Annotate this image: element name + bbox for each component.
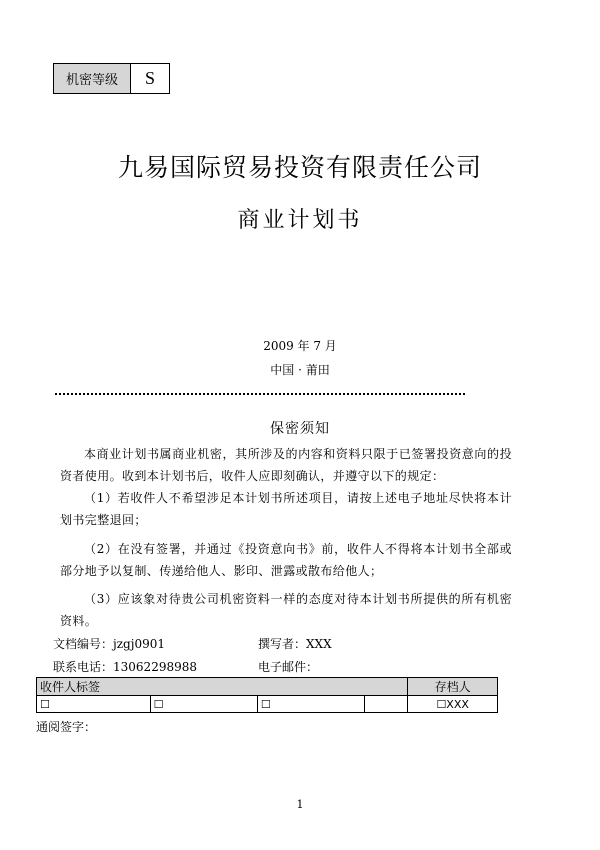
confidentiality-level-value: S bbox=[144, 68, 155, 88]
checkbox-icon[interactable]: ☐ bbox=[260, 698, 271, 711]
notice-item-2: （2）在没有签署，并通过《投资意向书》前，收件人不得将本计划书全部或部分地予以复制、传递给他人、影印、泄露或散布给他人； bbox=[60, 542, 512, 578]
phone-field bbox=[53, 658, 197, 675]
notice-heading: 保密须知 bbox=[270, 421, 330, 437]
author-label: 撰写者： bbox=[258, 637, 307, 651]
circulation-signature-label: 通阅签字： bbox=[36, 720, 97, 734]
email-label: 电子邮件： bbox=[258, 660, 319, 674]
checkbox-icon[interactable]: ☐ bbox=[153, 698, 164, 711]
recipient-table-row bbox=[37, 696, 498, 713]
recipient-cell-2[interactable] bbox=[150, 696, 257, 713]
notice-intro-paragraph: 本商业计划书属商业机密，其所涉及的内容和资料只限于已签署投资意向的投资者使用。收到本计划书后，收件人应即刻确认，并遵守以下的规定： bbox=[60, 447, 512, 483]
page-number: 1 bbox=[296, 798, 304, 811]
dotted-divider bbox=[55, 393, 465, 395]
recipient-table-header-row bbox=[37, 678, 498, 696]
recipient-cell-empty bbox=[365, 696, 408, 713]
archive-header: 存档人 bbox=[408, 678, 498, 696]
issue-place: 中国 · 莆田 bbox=[270, 363, 330, 377]
email-field bbox=[258, 658, 318, 675]
confidentiality-level-box bbox=[53, 63, 170, 94]
recipient-label-header: 收件人标签 bbox=[37, 678, 408, 696]
phone-value: 13062298988 bbox=[113, 660, 197, 674]
doc-number-label: 文档编号： bbox=[53, 637, 114, 651]
archive-checkbox[interactable]: ☐XXX bbox=[436, 698, 469, 711]
phone-label: 联系电话： bbox=[53, 660, 114, 674]
confidentiality-level-label: 机密等级 bbox=[54, 64, 131, 93]
checkbox-icon[interactable]: ☐ bbox=[40, 698, 50, 711]
recipient-cell-1[interactable] bbox=[37, 696, 151, 713]
author-field bbox=[258, 635, 332, 652]
company-name-title: 九易国际贸易投资有限责任公司 bbox=[117, 153, 482, 182]
notice-item-3: （3）应该象对待贵公司机密资料一样的态度对待本计划书所提供的所有机密资料。 bbox=[60, 592, 512, 628]
doc-number-value: jzgj0901 bbox=[113, 637, 165, 651]
archive-cell[interactable] bbox=[408, 696, 498, 713]
recipient-table bbox=[36, 677, 498, 713]
document-title: 商业计划书 bbox=[237, 208, 363, 233]
doc-number-field bbox=[53, 635, 165, 652]
issue-date: 2009 年 7 月 bbox=[263, 339, 337, 353]
author-value: XXX bbox=[306, 637, 332, 651]
notice-item-1: （1）若收件人不希望涉足本计划书所述项目，请按上述电子地址尽快将本计划书完整退回； bbox=[60, 491, 512, 527]
recipient-cell-3[interactable] bbox=[257, 696, 364, 713]
